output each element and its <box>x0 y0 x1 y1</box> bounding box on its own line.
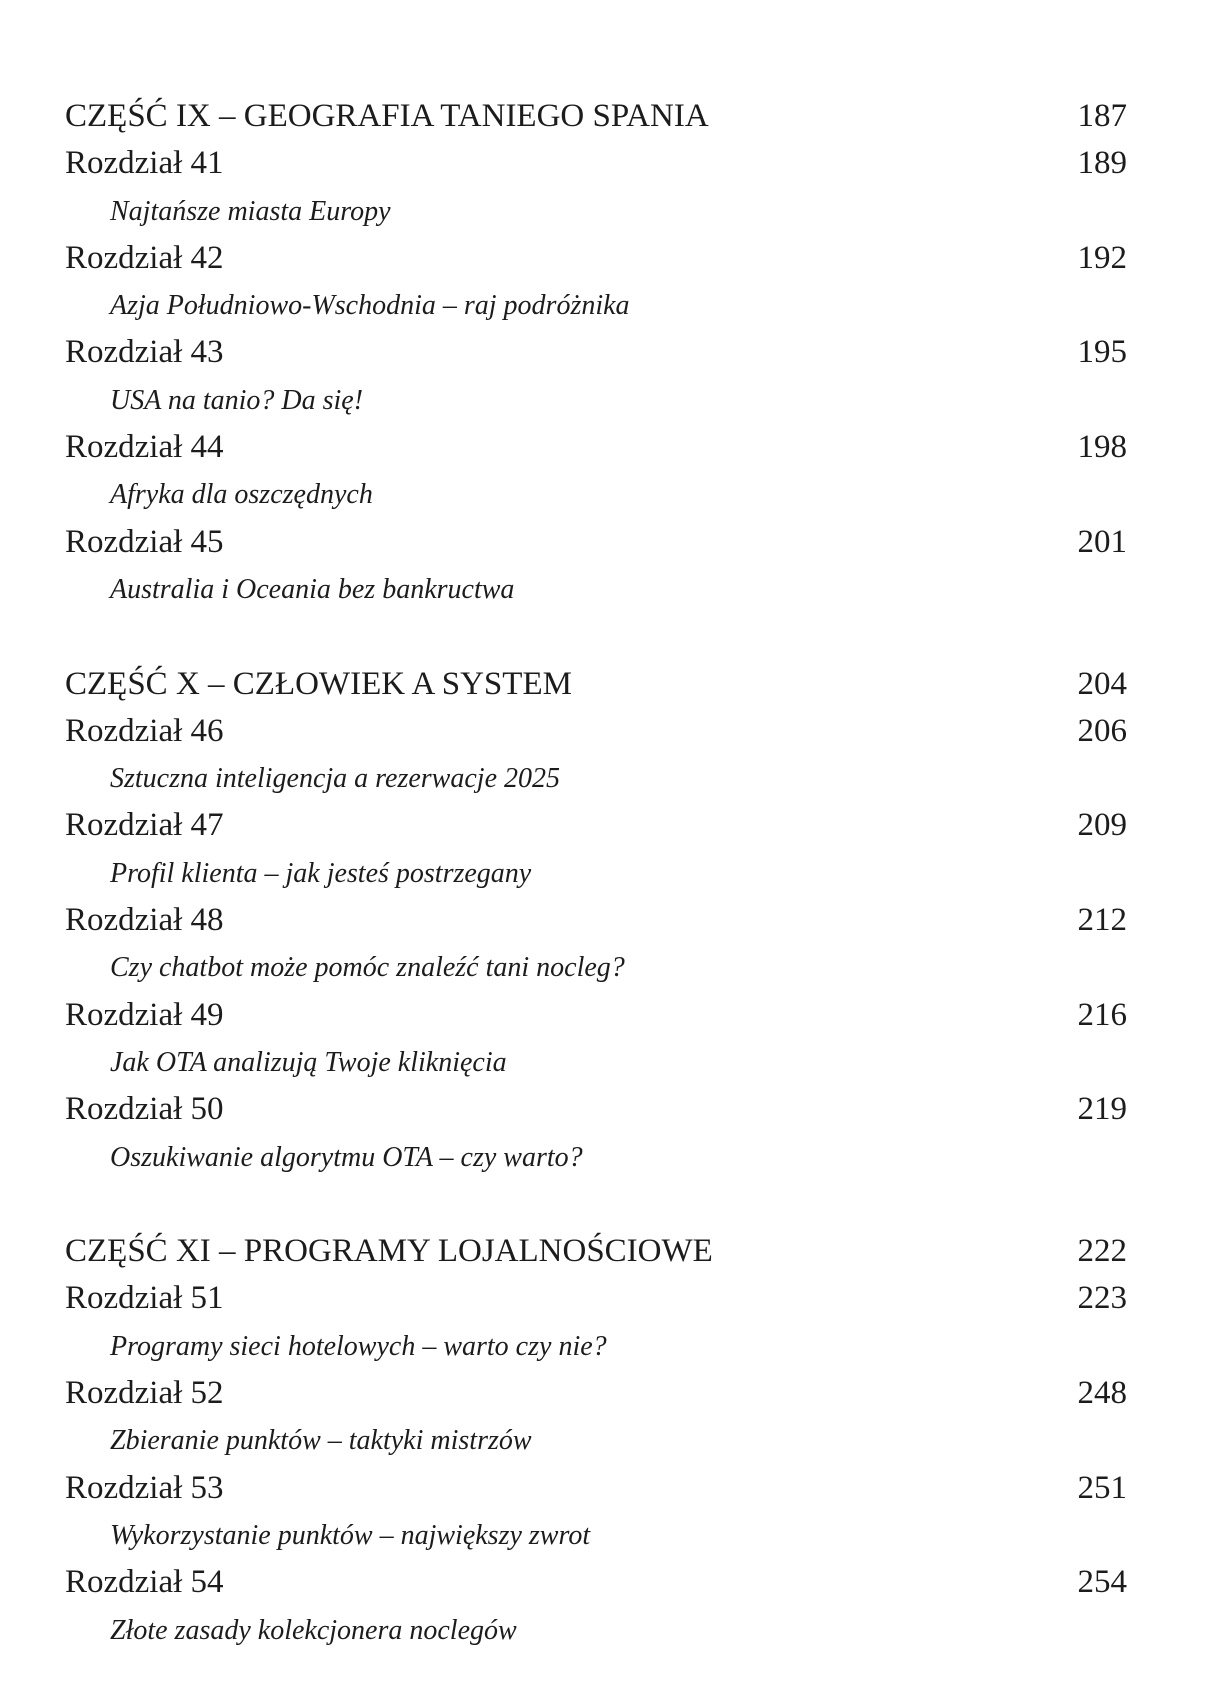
chapter-label: Rozdział 54 <box>65 1564 224 1601</box>
chapter-subtitle: Czy chatbot może pomóc znaleźć tani nocleg? <box>110 952 625 984</box>
chapter-label: Rozdział 50 <box>65 1091 224 1128</box>
chapter-subtitle-row <box>65 1607 1127 1654</box>
chapter-page-number: 195 <box>1077 334 1127 371</box>
section-gap <box>65 613 1127 660</box>
chapter-subtitle-row <box>65 1417 1127 1464</box>
chapter-subtitle: Afryka dla oszczędnych <box>110 479 373 511</box>
chapter-page-number: 201 <box>1077 523 1127 560</box>
chapter-subtitle: Australia i Oceania bez bankructwa <box>110 573 515 605</box>
part-title: CZĘŚĆ XI – PROGRAMY LOJALNOŚCIOWE <box>65 1233 713 1270</box>
chapter-label: Rozdział 47 <box>65 807 224 844</box>
part-page-number: 204 <box>1077 665 1127 702</box>
toc-part-row[interactable] <box>65 661 1127 708</box>
chapter-subtitle-row <box>65 188 1127 235</box>
chapter-label: Rozdział 44 <box>65 429 224 466</box>
chapter-subtitle-row <box>65 377 1127 424</box>
chapter-subtitle: Oszukiwanie algorytmu OTA – czy warto? <box>110 1141 583 1173</box>
chapter-page-number: 248 <box>1077 1375 1127 1412</box>
part-title: CZĘŚĆ IX – GEOGRAFIA TANIEGO SPANIA <box>65 98 709 134</box>
section-gap <box>65 1181 1127 1228</box>
chapter-subtitle: Wykorzystanie punktów – największy zwrot <box>110 1519 591 1551</box>
table-of-contents <box>65 93 1127 1654</box>
chapter-label: Rozdział 52 <box>65 1375 224 1412</box>
chapter-subtitle-row <box>65 1512 1127 1559</box>
chapter-subtitle-row <box>65 566 1127 613</box>
chapter-subtitle-row <box>65 755 1127 802</box>
chapter-subtitle: Programy sieci hotelowych – warto czy nie? <box>110 1330 607 1362</box>
part-title: CZĘŚĆ X – CZŁOWIEK A SYSTEM <box>65 665 572 702</box>
chapter-label: Rozdział 46 <box>65 712 224 749</box>
toc-chapter-row[interactable] <box>65 1559 1127 1606</box>
chapter-subtitle-row <box>65 850 1127 897</box>
toc-chapter-row[interactable] <box>65 992 1127 1039</box>
toc-chapter-row[interactable] <box>65 1370 1127 1417</box>
chapter-subtitle: Jak OTA analizują Twoje kliknięcia <box>110 1046 507 1078</box>
chapter-page-number: 251 <box>1077 1469 1127 1506</box>
toc-chapter-row[interactable] <box>65 1275 1127 1322</box>
chapter-label: Rozdział 41 <box>65 145 224 182</box>
toc-chapter-row[interactable] <box>65 424 1127 471</box>
toc-part-row[interactable] <box>65 1228 1127 1275</box>
chapter-page-number: 189 <box>1077 145 1127 182</box>
chapter-subtitle: Złote zasady kolekcjonera noclegów <box>110 1614 517 1646</box>
toc-chapter-row[interactable] <box>65 329 1127 376</box>
part-page-number: 222 <box>1077 1233 1127 1270</box>
toc-chapter-row[interactable] <box>65 140 1127 187</box>
chapter-label: Rozdział 43 <box>65 334 224 371</box>
part-page-number: 187 <box>1077 98 1127 134</box>
chapter-page-number: 206 <box>1077 712 1127 749</box>
toc-chapter-row[interactable] <box>65 802 1127 849</box>
chapter-page-number: 192 <box>1077 239 1127 276</box>
chapter-page-number: 219 <box>1077 1091 1127 1128</box>
toc-chapter-row[interactable] <box>65 708 1127 755</box>
chapter-subtitle-row <box>65 1323 1127 1370</box>
chapter-subtitle-row <box>65 1134 1127 1181</box>
chapter-label: Rozdział 48 <box>65 902 224 939</box>
chapter-subtitle: USA na tanio? Da się! <box>110 384 364 416</box>
toc-chapter-row[interactable] <box>65 519 1127 566</box>
chapter-subtitle-row <box>65 1039 1127 1086</box>
chapter-subtitle: Profil klienta – jak jesteś postrzegany <box>110 857 532 889</box>
chapter-subtitle: Zbieranie punktów – taktyki mistrzów <box>110 1425 532 1457</box>
chapter-page-number: 209 <box>1077 807 1127 844</box>
toc-part-row[interactable] <box>65 93 1127 140</box>
toc-chapter-row[interactable] <box>65 1086 1127 1133</box>
chapter-label: Rozdział 49 <box>65 996 224 1033</box>
chapter-page-number: 216 <box>1077 996 1127 1033</box>
chapter-subtitle-row <box>65 944 1127 991</box>
toc-chapter-row[interactable] <box>65 897 1127 944</box>
toc-chapter-row[interactable] <box>65 1465 1127 1512</box>
chapter-page-number: 212 <box>1077 902 1127 939</box>
chapter-subtitle: Najtańsze miasta Europy <box>110 195 391 227</box>
chapter-subtitle: Sztuczna inteligencja a rezerwacje 2025 <box>110 763 560 795</box>
chapter-label: Rozdział 51 <box>65 1280 224 1317</box>
chapter-page-number: 223 <box>1077 1280 1127 1317</box>
chapter-label: Rozdział 53 <box>65 1469 224 1506</box>
chapter-subtitle: Azja Południowo-Wschodnia – raj podróżnika <box>110 290 630 322</box>
chapter-page-number: 254 <box>1077 1564 1127 1601</box>
chapter-subtitle-row <box>65 471 1127 518</box>
chapter-label: Rozdział 42 <box>65 239 224 276</box>
chapter-subtitle-row <box>65 282 1127 329</box>
chapter-page-number: 198 <box>1077 429 1127 466</box>
chapter-label: Rozdział 45 <box>65 523 224 560</box>
toc-chapter-row[interactable] <box>65 235 1127 282</box>
